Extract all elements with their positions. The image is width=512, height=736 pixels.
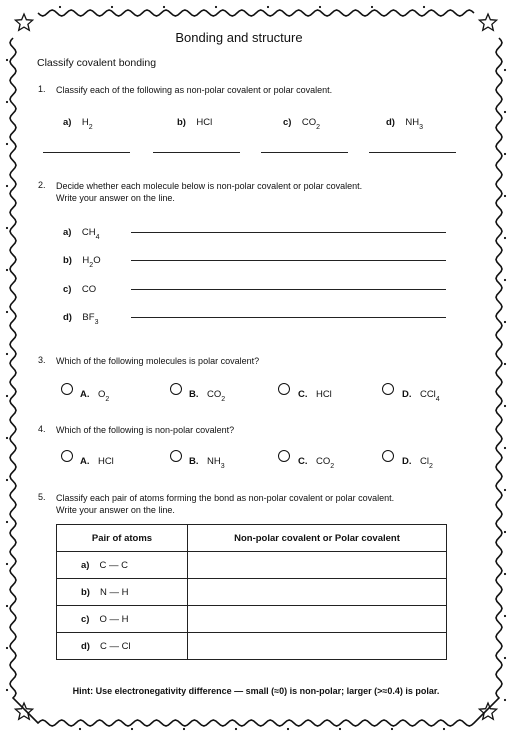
border-dot — [504, 573, 506, 575]
border-dot — [163, 6, 165, 8]
border-dot — [6, 437, 8, 439]
radio-option-d[interactable] — [382, 383, 394, 395]
hint-text: Hint: Use electronegativity difference — small (≈0) is non-polar; larger (>≈0.4) is polar. — [72, 686, 440, 696]
border-dot — [504, 531, 506, 533]
star-icon — [479, 14, 496, 30]
answer-line-d[interactable] — [131, 317, 446, 318]
radio-option-b[interactable] — [170, 383, 182, 395]
radio-option-c[interactable] — [278, 383, 290, 395]
pair-cell: b) N — H — [57, 579, 188, 606]
border-dot — [504, 447, 506, 449]
border-dot — [6, 353, 8, 355]
option-d: D. CCl$_4$ — [402, 389, 440, 404]
pairs-table — [56, 524, 447, 660]
border-dot — [504, 699, 506, 701]
column-header-pair: Pair of atoms — [57, 525, 188, 552]
border-dot — [6, 269, 8, 271]
radio-option-c[interactable] — [278, 450, 290, 462]
answer-line-a[interactable] — [43, 152, 130, 153]
q1-item-d: d) $NH_3$ — [386, 117, 424, 132]
question-text: Classify each pair of atoms forming the bond as non-polar covalent or polar covalent. — [56, 493, 395, 503]
option-a: A. $O_2$ — [80, 389, 110, 404]
radio-option-a[interactable] — [61, 383, 73, 395]
border-dot — [504, 321, 506, 323]
question-text: Which of the following molecules is polar covalent? — [56, 356, 260, 366]
table-row — [57, 552, 447, 579]
answer-line-a[interactable] — [131, 232, 446, 233]
q1-item-a: a) $H_2$ — [63, 117, 93, 132]
border-dot — [6, 521, 8, 523]
border-dot — [504, 153, 506, 155]
q2-item-d: d) $BF_3$ — [63, 312, 99, 327]
border-dot — [183, 728, 185, 730]
border-dot — [423, 6, 425, 8]
answer-line-c[interactable] — [131, 289, 446, 290]
border-dot — [504, 363, 506, 365]
border-dot — [504, 489, 506, 491]
answer-line-c[interactable] — [261, 152, 348, 153]
border-dot — [504, 237, 506, 239]
border-dot — [391, 728, 393, 730]
table-row — [57, 579, 447, 606]
option-a: A. HCl — [80, 456, 114, 467]
star-icon — [15, 703, 32, 719]
border-dot — [319, 6, 321, 8]
border-dot — [6, 185, 8, 187]
border-dot — [235, 728, 237, 730]
question-text: Decide whether each molecule below is non-polar covalent or polar covalent. — [56, 181, 363, 191]
border-dot — [6, 311, 8, 313]
border-dot — [339, 728, 341, 730]
border-dot — [59, 6, 61, 8]
q1-item-c: c) $CO_2$ — [283, 117, 321, 132]
border-dot — [287, 728, 289, 730]
option-b: B. $CO_2$ — [189, 389, 226, 404]
option-d: D. $Cl_2$ — [402, 456, 433, 471]
border-dot — [267, 6, 269, 8]
question-number: 3. — [38, 355, 46, 365]
option-c: C. HCl — [298, 389, 332, 400]
answer-cell[interactable] — [188, 552, 447, 579]
border-dot — [111, 6, 113, 8]
radio-option-a[interactable] — [61, 450, 73, 462]
radio-option-b[interactable] — [170, 450, 182, 462]
answer-line-d[interactable] — [369, 152, 456, 153]
question-number: 5. — [38, 492, 46, 502]
answer-cell[interactable] — [188, 579, 447, 606]
border-dot — [6, 227, 8, 229]
table-row — [57, 606, 447, 633]
option-b: B. $NH_3$ — [189, 456, 225, 471]
border-dot — [504, 111, 506, 113]
star-icon — [479, 703, 496, 719]
pair-cell: a) C — C — [57, 552, 188, 579]
border-dot — [504, 195, 506, 197]
star-icon — [15, 14, 32, 30]
border-dot — [371, 6, 373, 8]
answer-line-b[interactable] — [153, 152, 240, 153]
border-dot — [6, 143, 8, 145]
border-dot — [6, 605, 8, 607]
border-dot — [504, 69, 506, 71]
q2-item-b: b) $H_2O$ — [63, 255, 101, 270]
question-instruction: Write your answer on the line. — [56, 505, 175, 515]
q1-item-b: b) HCl — [177, 117, 213, 128]
question-number: 4. — [38, 424, 46, 434]
option-c: C. $CO_2$ — [298, 456, 335, 471]
border-dot — [6, 647, 8, 649]
column-header-classification: Non-polar covalent or Polar covalent — [188, 525, 447, 552]
border-dot — [6, 395, 8, 397]
answer-line-b[interactable] — [131, 260, 446, 261]
pair-cell: d) C — Cl — [57, 633, 188, 660]
border-dot — [504, 405, 506, 407]
answer-cell[interactable] — [188, 606, 447, 633]
question-text: Classify each of the following as non-polar covalent or polar covalent. — [56, 85, 333, 95]
border-dot — [79, 728, 81, 730]
question-instruction: Write your answer on the line. — [56, 193, 175, 203]
pair-cell: c) O — H — [57, 606, 188, 633]
border-dot — [443, 728, 445, 730]
border-dot — [504, 657, 506, 659]
table-header-row — [57, 525, 447, 552]
border-dot — [6, 59, 8, 61]
radio-option-d[interactable] — [382, 450, 394, 462]
border-dot — [131, 728, 133, 730]
border-dot — [6, 563, 8, 565]
border-dot — [504, 615, 506, 617]
border-dot — [6, 101, 8, 103]
answer-cell[interactable] — [188, 633, 447, 660]
question-text: Which of the following is non-polar covalent? — [56, 425, 235, 435]
border-dot — [504, 279, 506, 281]
page-title: Bonding and structure — [175, 30, 303, 45]
page-subtitle: Classify covalent bonding — [37, 57, 157, 69]
table-row — [57, 633, 447, 660]
q2-item-c: c) CO — [63, 284, 97, 295]
q2-item-a: a) $CH_4$ — [63, 227, 100, 242]
border-dot — [6, 479, 8, 481]
question-number: 2. — [38, 180, 46, 190]
border-dot — [215, 6, 217, 8]
question-number: 1. — [38, 84, 46, 94]
